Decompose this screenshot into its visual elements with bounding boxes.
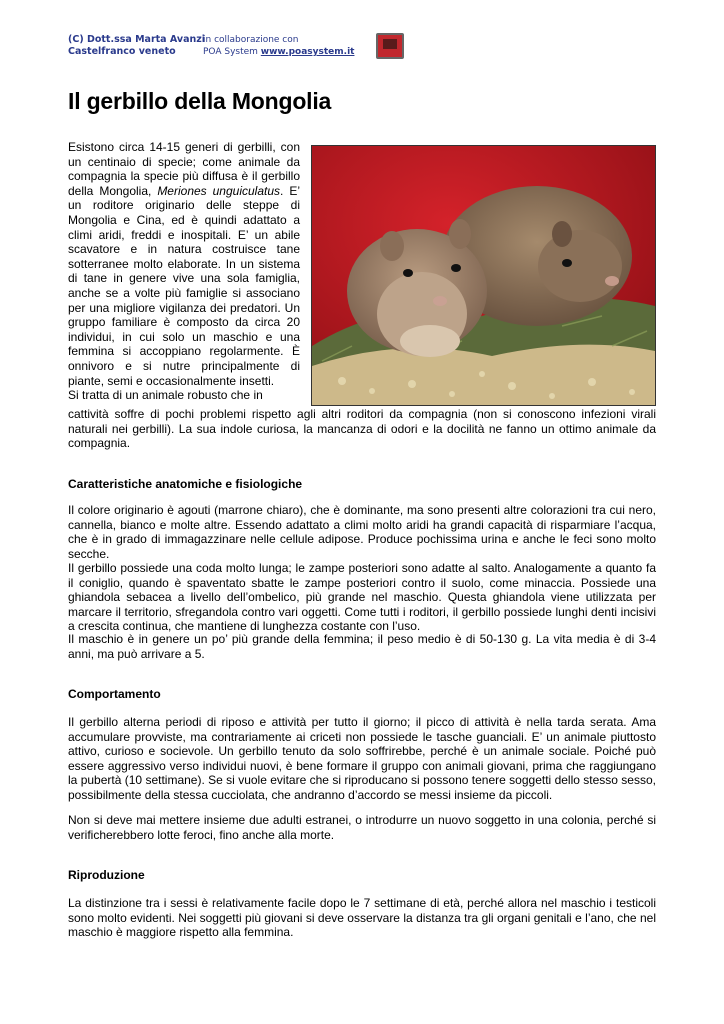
partner-link[interactable]: www.poasystem.it [260, 47, 355, 57]
gerbil-photo [311, 145, 656, 406]
author-location: Castelfranco veneto [68, 46, 176, 57]
section-heading-reproduction: Riproduzione [68, 868, 145, 882]
gerbil-photo-illustration [312, 146, 655, 405]
reproduction-paragraph-1: La distinzione tra i sessi è relativamente facile dopo le 7 settimane di età, perché allora nel maschio i testicoli sono molto evidenti. Nei soggetti più giovani si deve osservare la distanza tra gli organi genitali e l’ano, che nel maschio è maggiore rispetto alla femmina. [68, 896, 656, 940]
intro-text-part3: Si tratta di un animale robusto che in [68, 388, 263, 403]
author-credit [68, 34, 205, 58]
intro-paragraph [68, 140, 300, 403]
intro-text-part2: . E’ un roditore originario delle steppe di Mongolia e Cina, ed è quindi adattato a climi aridi, freddi e inospitali. E’ un abile scavatore e in natura costruisce tane sotterranee molto elaborate. In un sistema di tane in genere vive una sola famiglia, anche se a volte più famiglie si associano per una migliore vigilanza dei predatori. Un gruppo familiare è composto da circa 20 individui, in cui solo un maschio e una femmina si accoppiano regolarmente. È onnivoro e si nutre principalmente di piante, semi e occasionalmente insetti. [68, 183, 300, 388]
behavior-paragraph-2: Non si deve mai mettere insieme due adulti estranei, o introdurre un nuovo soggetto in una colonia, perché si verificherebbero lotte feroci, fino anche alla morte. [68, 813, 656, 842]
anatomy-paragraph-2: Il gerbillo possiede una coda molto lunga; le zampe posteriori sono adatte al salto. Analogamente a quanto fa il coniglio, quando è spaventato sbatte le zampe posteriori contro il suolo, come minaccia. Possiede una ghiandola sebacea a livello dell’ombelico, più grande nel maschio. Questa ghiandola viene utilizzata per marcare il territorio, sfregandola contro vari oggetti. Come tutti i roditori, il gerbillo possiede lunghi denti incisivi a crescita continua, che mantiene di lunghezza costante con l’uso. [68, 561, 656, 634]
collaboration-label: in collaborazione con [203, 35, 299, 45]
document-header [68, 30, 408, 62]
intro-continuation: cattività soffre di pochi problemi rispetto agli altri roditori da compagnia (non si conoscono infezioni virali naturali nei gerbilli). La sua indole curiosa, la mancanza di odori e la docilità ne fanno un ottimo animale da compagnia. [68, 407, 656, 451]
anatomy-paragraph-1: Il colore originario è agouti (marrone chiaro), che è dominante, ma sono presenti altre colorazioni tra cui nero, cannella, bianco e molte altre. Essendo adattato a climi molto aridi ha grandi capacità di risparmiare l’acqua, che è in grado di immagazzinare nelle cellule adipose. Produce pochissima urina e anche le feci sono molto secche. [68, 503, 656, 561]
intro-text-part1: Esistono circa 14-15 generi di gerbilli, con un centinaio di specie; come animale da compagnia la specie più diffusa è il gerbillo della Mongolia, [68, 140, 300, 198]
collaboration-credit [203, 34, 354, 58]
page-title: Il gerbillo della Mongolia [68, 88, 332, 114]
poa-logo-icon [376, 33, 404, 59]
species-name: Meriones unguiculatus [157, 183, 281, 198]
partner-name: POA System [203, 47, 261, 57]
section-heading-anatomy: Caratteristiche anatomiche e fisiologiche [68, 477, 303, 491]
author-name: (C) Dott.ssa Marta Avanzi [68, 34, 206, 45]
behavior-paragraph-1: Il gerbillo alterna periodi di riposo e attività per tutto il giorno; il picco di attività è nella tarda serata. Ama accumulare provviste, ma contrariamente ai criceti non possiede le tasche guanciali. E’ un animale piuttosto attivo, curioso e socievole. Un gerbillo tenuto da solo soffrirebbe, perché è un animale sociale. Poiché può essere aggressivo verso individui nuovi, è bene formare il gruppo con animali giovani, prima che raggiungano la pubertà (10 settimane). Se si vuole evitare che si riproducano si possono tenere soggetti dello stesso sesso, possibilmente della stessa cucciolata, che andranno d’accordo se messi insieme da piccoli. [68, 715, 656, 802]
section-heading-behavior: Comportamento [68, 687, 161, 701]
anatomy-paragraph-3: Il maschio è in genere un po’ più grande della femmina; il peso medio è di 50-130 g. La vita media è di 3-4 anni, ma può arrivare a 5. [68, 632, 656, 661]
